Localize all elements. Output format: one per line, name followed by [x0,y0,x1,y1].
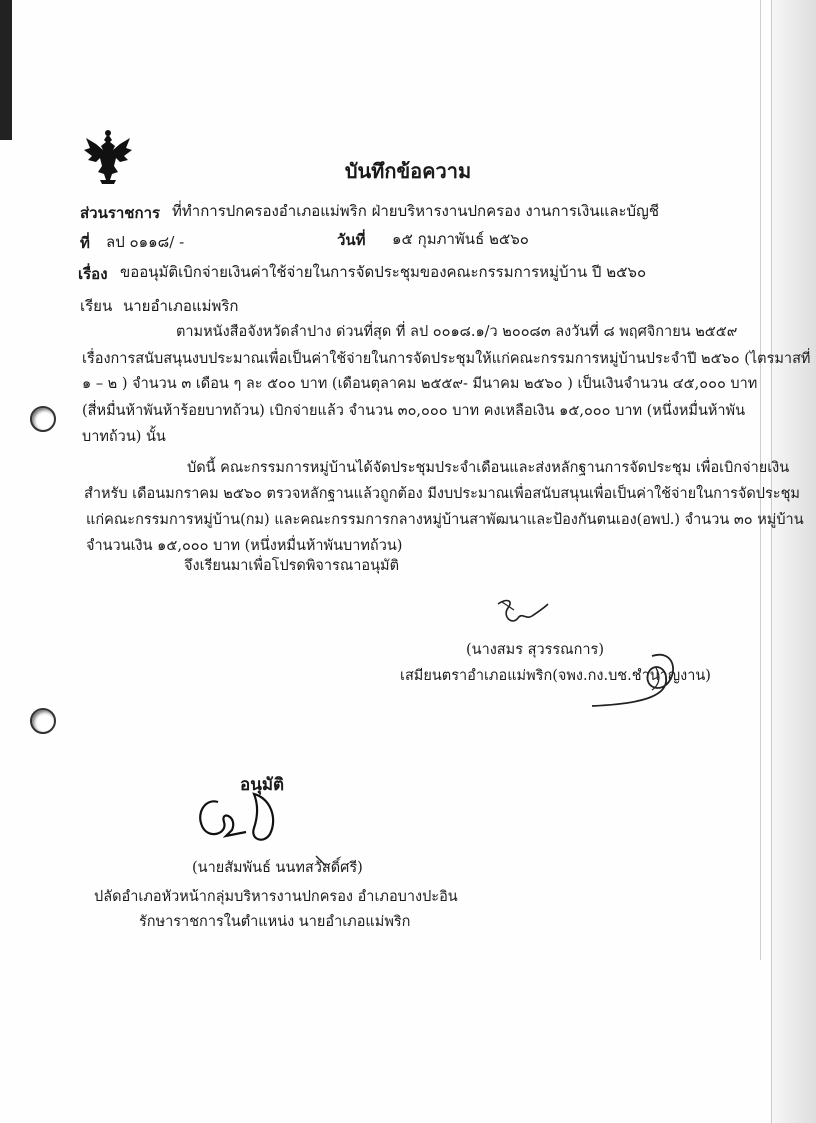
approver-signature-icon [188,788,298,850]
to-value: นายอำเภอแม่พริก [123,297,239,315]
approver-mark-icon [314,854,328,868]
body-p1-line: ๑ – ๒ ) จำนวน ๓ เดือน ๆ ละ ๕๐๐ บาท (เดือนตุลาคม ๒๕๕๙- มีนาคม ๒๕๖๐ ) เป็นเงินจำนวน ๔๕,๐๐๐ บาท [82,376,758,392]
approval-label: อนุมัติ [240,775,285,795]
body-p1-line: บาทถ้วน) นั้น [82,429,166,445]
body-p2-line: บัดนี้ คณะกรรมการหมู่บ้านได้จัดประชุมประจำเดือนและส่งหลักฐานการจัดประชุม เพื่อเบิกจ่ายเงิน [187,460,790,476]
sender-name: (นางสมร สุวรรณการ) [466,642,604,658]
agency-value: ที่ทำการปกครองอำเภอแม่พริก ฝ่ายบริหารงานปกครอง งานการเงินและบัญชี [172,202,660,220]
ref-value: ลป ๐๑๑๘/ - [106,233,185,251]
punch-hole-bottom [30,708,56,734]
body-p1-line: เรื่องการสนับสนุนงบประมาณเพื่อเป็นค่าใช้จ่ายในการจัดประชุมให้แก่คณะกรรมการหมู่บ้านประจำปี ๒๕๖๐ (ไตรมาสที่ [82,351,811,367]
date-label: วันที่ [337,231,366,249]
scan-shadow [0,0,12,140]
to-label: เรียน [80,297,113,315]
sender-position: เสมียนตราอำเภอแม่พริก(จพง.กง.บช.ชำนาญงาน) [400,668,711,684]
body-p2-line: แก่คณะกรรมการหมู่บ้าน(กม) และคณะกรรมการกลางหมู่บ้านสาพัฒนาและป้องกันตนเอง(อพป.) จำนวน ๓๐ หมู่บ้าน [86,512,804,528]
approver-position-2: รักษาราชการในตำแหน่ง นายอำเภอแม่พริก [139,914,411,930]
sender-initial-signature-icon [582,648,692,712]
memo-title: บันทึกข้อความ [344,159,472,183]
approver-name: (นายสัมพันธ์ นนทสวัสดิ์ศรี) [192,860,363,876]
ref-label: ที่ [80,234,90,252]
body-p2-line: สำหรับ เดือนมกราคม ๒๕๖๐ ตรวจหลักฐานแล้วถูกต้อง มีงบประมาณเพื่อสนับสนุนเพื่อเป็นค่าใช้จ่ายในการจัดประชุม [84,486,800,502]
closing-line: จึงเรียนมาเพื่อโปรดพิจารณาอนุมัติ [184,558,400,574]
agency-label: ส่วนราชการ [80,204,161,222]
date-value: ๑๕ กุมภาพันธ์ ๒๕๖๐ [392,230,529,248]
sender-signature-icon [492,596,552,632]
body-p1-line: ตามหนังสือจังหวัดลำปาง ด่วนที่สุด ที่ ลป ๐๐๑๘.๑/ว ๒๐๐๘๓ ลงวันที่ ๘ พฤศจิกายน ๒๕๕๙ [176,324,738,340]
page-edge-line [760,0,761,960]
subject-value: ขออนุมัติเบิกจ่ายเงินค่าใช้จ่ายในการจัดประชุมของคณะกรรมการหมู่บ้าน ปี ๒๕๖๐ [120,263,647,281]
body-p2-line: จำนวนเงิน ๑๕,๐๐๐ บาท (หนึ่งหมื่นห้าพันบาทถ้วน) [86,538,403,554]
subject-label: เรื่อง [78,265,108,283]
approver-position-1: ปลัดอำเภอหัวหน้ากลุ่มบริหารงานปกครอง อำเภอบางปะอิน [94,889,458,905]
body-p1-line: (สี่หมื่นห้าพันห้าร้อยบาทถ้วน) เบิกจ่ายแล้ว จำนวน ๓๐,๐๐๐ บาท คงเหลือเงิน ๑๕,๐๐๐ บาท (หนึ่งหมื่นห้าพัน [82,403,746,419]
punch-hole-top [30,406,56,432]
